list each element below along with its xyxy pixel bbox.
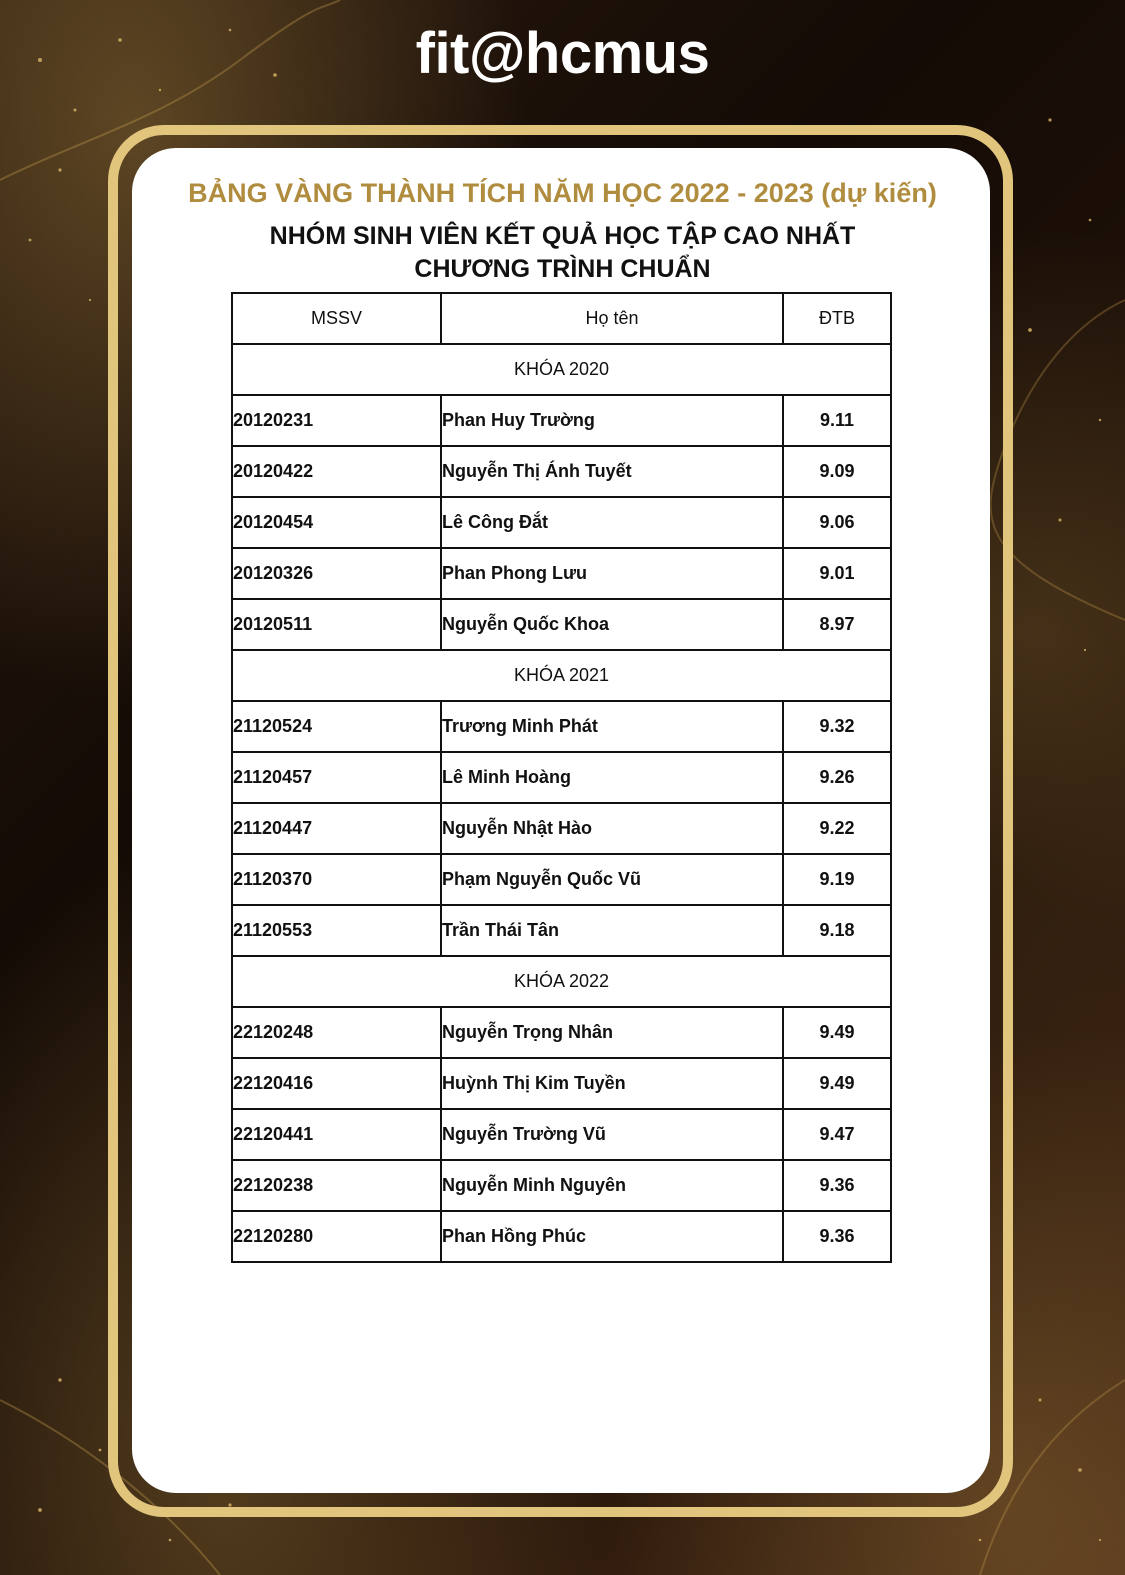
student-id: 22120248 bbox=[232, 1007, 441, 1058]
student-id: 20120231 bbox=[232, 395, 441, 446]
student-gpa: 9.18 bbox=[783, 905, 891, 956]
page-subtitle bbox=[0, 220, 1125, 286]
table-header-row bbox=[232, 293, 891, 344]
table-row bbox=[232, 854, 891, 905]
student-gpa: 8.97 bbox=[783, 599, 891, 650]
student-name: Nguyễn Trường Vũ bbox=[441, 1109, 783, 1160]
student-name: Huỳnh Thị Kim Tuyền bbox=[441, 1058, 783, 1109]
table-row bbox=[232, 701, 891, 752]
student-gpa: 9.11 bbox=[783, 395, 891, 446]
student-id: 22120238 bbox=[232, 1160, 441, 1211]
student-id: 22120441 bbox=[232, 1109, 441, 1160]
group-label: KHÓA 2021 bbox=[232, 650, 891, 701]
table-row bbox=[232, 446, 891, 497]
results-table bbox=[231, 292, 892, 1263]
table-row bbox=[232, 1058, 891, 1109]
header-gpa: ĐTB bbox=[783, 293, 891, 344]
student-gpa: 9.01 bbox=[783, 548, 891, 599]
student-gpa: 9.22 bbox=[783, 803, 891, 854]
table-row bbox=[232, 1160, 891, 1211]
group-row bbox=[232, 344, 891, 395]
group-row bbox=[232, 956, 891, 1007]
page-title: BẢNG VÀNG THÀNH TÍCH NĂM HỌC 2022 - 2023 (dự kiến) bbox=[188, 178, 937, 208]
table-row bbox=[232, 752, 891, 803]
student-name: Nguyễn Quốc Khoa bbox=[441, 599, 783, 650]
student-name: Lê Công Đắt bbox=[441, 497, 783, 548]
student-gpa: 9.19 bbox=[783, 854, 891, 905]
table-row bbox=[232, 803, 891, 854]
table-row bbox=[232, 1211, 891, 1262]
student-gpa: 9.36 bbox=[783, 1211, 891, 1262]
student-gpa: 9.32 bbox=[783, 701, 891, 752]
student-id: 21120447 bbox=[232, 803, 441, 854]
student-id: 21120524 bbox=[232, 701, 441, 752]
student-name: Trương Minh Phát bbox=[441, 701, 783, 752]
table-row bbox=[232, 905, 891, 956]
header-full-name: Họ tên bbox=[441, 293, 783, 344]
table-row bbox=[232, 548, 891, 599]
student-name: Nguyễn Trọng Nhân bbox=[441, 1007, 783, 1058]
table-row bbox=[232, 497, 891, 548]
student-id: 20120511 bbox=[232, 599, 441, 650]
student-id: 21120553 bbox=[232, 905, 441, 956]
group-label: KHÓA 2022 bbox=[232, 956, 891, 1007]
subtitle-line-1: NHÓM SINH VIÊN KẾT QUẢ HỌC TẬP CAO NHẤT bbox=[269, 222, 856, 250]
table-row bbox=[232, 395, 891, 446]
student-name: Trần Thái Tân bbox=[441, 905, 783, 956]
table-row bbox=[232, 599, 891, 650]
student-name: Phan Hồng Phúc bbox=[441, 1211, 783, 1262]
header-student-id: MSSV bbox=[232, 293, 441, 344]
table-row bbox=[232, 1007, 891, 1058]
student-name: Phan Phong Lưu bbox=[441, 548, 783, 599]
student-name: Phan Huy Trường bbox=[441, 395, 783, 446]
student-id: 20120326 bbox=[232, 548, 441, 599]
student-name: Nguyễn Thị Ánh Tuyết bbox=[441, 446, 783, 497]
student-name: Nguyễn Minh Nguyên bbox=[441, 1160, 783, 1211]
group-label: KHÓA 2020 bbox=[232, 344, 891, 395]
student-gpa: 9.09 bbox=[783, 446, 891, 497]
subtitle-line-2: CHƯƠNG TRÌNH CHUẨN bbox=[414, 255, 711, 283]
group-row bbox=[232, 650, 891, 701]
table-row bbox=[232, 1109, 891, 1160]
student-gpa: 9.49 bbox=[783, 1007, 891, 1058]
student-gpa: 9.47 bbox=[783, 1109, 891, 1160]
student-id: 21120370 bbox=[232, 854, 441, 905]
student-id: 22120416 bbox=[232, 1058, 441, 1109]
student-name: Lê Minh Hoàng bbox=[441, 752, 783, 803]
student-id: 20120422 bbox=[232, 446, 441, 497]
student-id: 21120457 bbox=[232, 752, 441, 803]
student-gpa: 9.49 bbox=[783, 1058, 891, 1109]
student-name: Nguyễn Nhật Hào bbox=[441, 803, 783, 854]
brand-logo: fit@hcmus bbox=[415, 21, 710, 86]
student-id: 20120454 bbox=[232, 497, 441, 548]
student-gpa: 9.06 bbox=[783, 497, 891, 548]
student-gpa: 9.36 bbox=[783, 1160, 891, 1211]
student-gpa: 9.26 bbox=[783, 752, 891, 803]
student-name: Phạm Nguyễn Quốc Vũ bbox=[441, 854, 783, 905]
student-id: 22120280 bbox=[232, 1211, 441, 1262]
